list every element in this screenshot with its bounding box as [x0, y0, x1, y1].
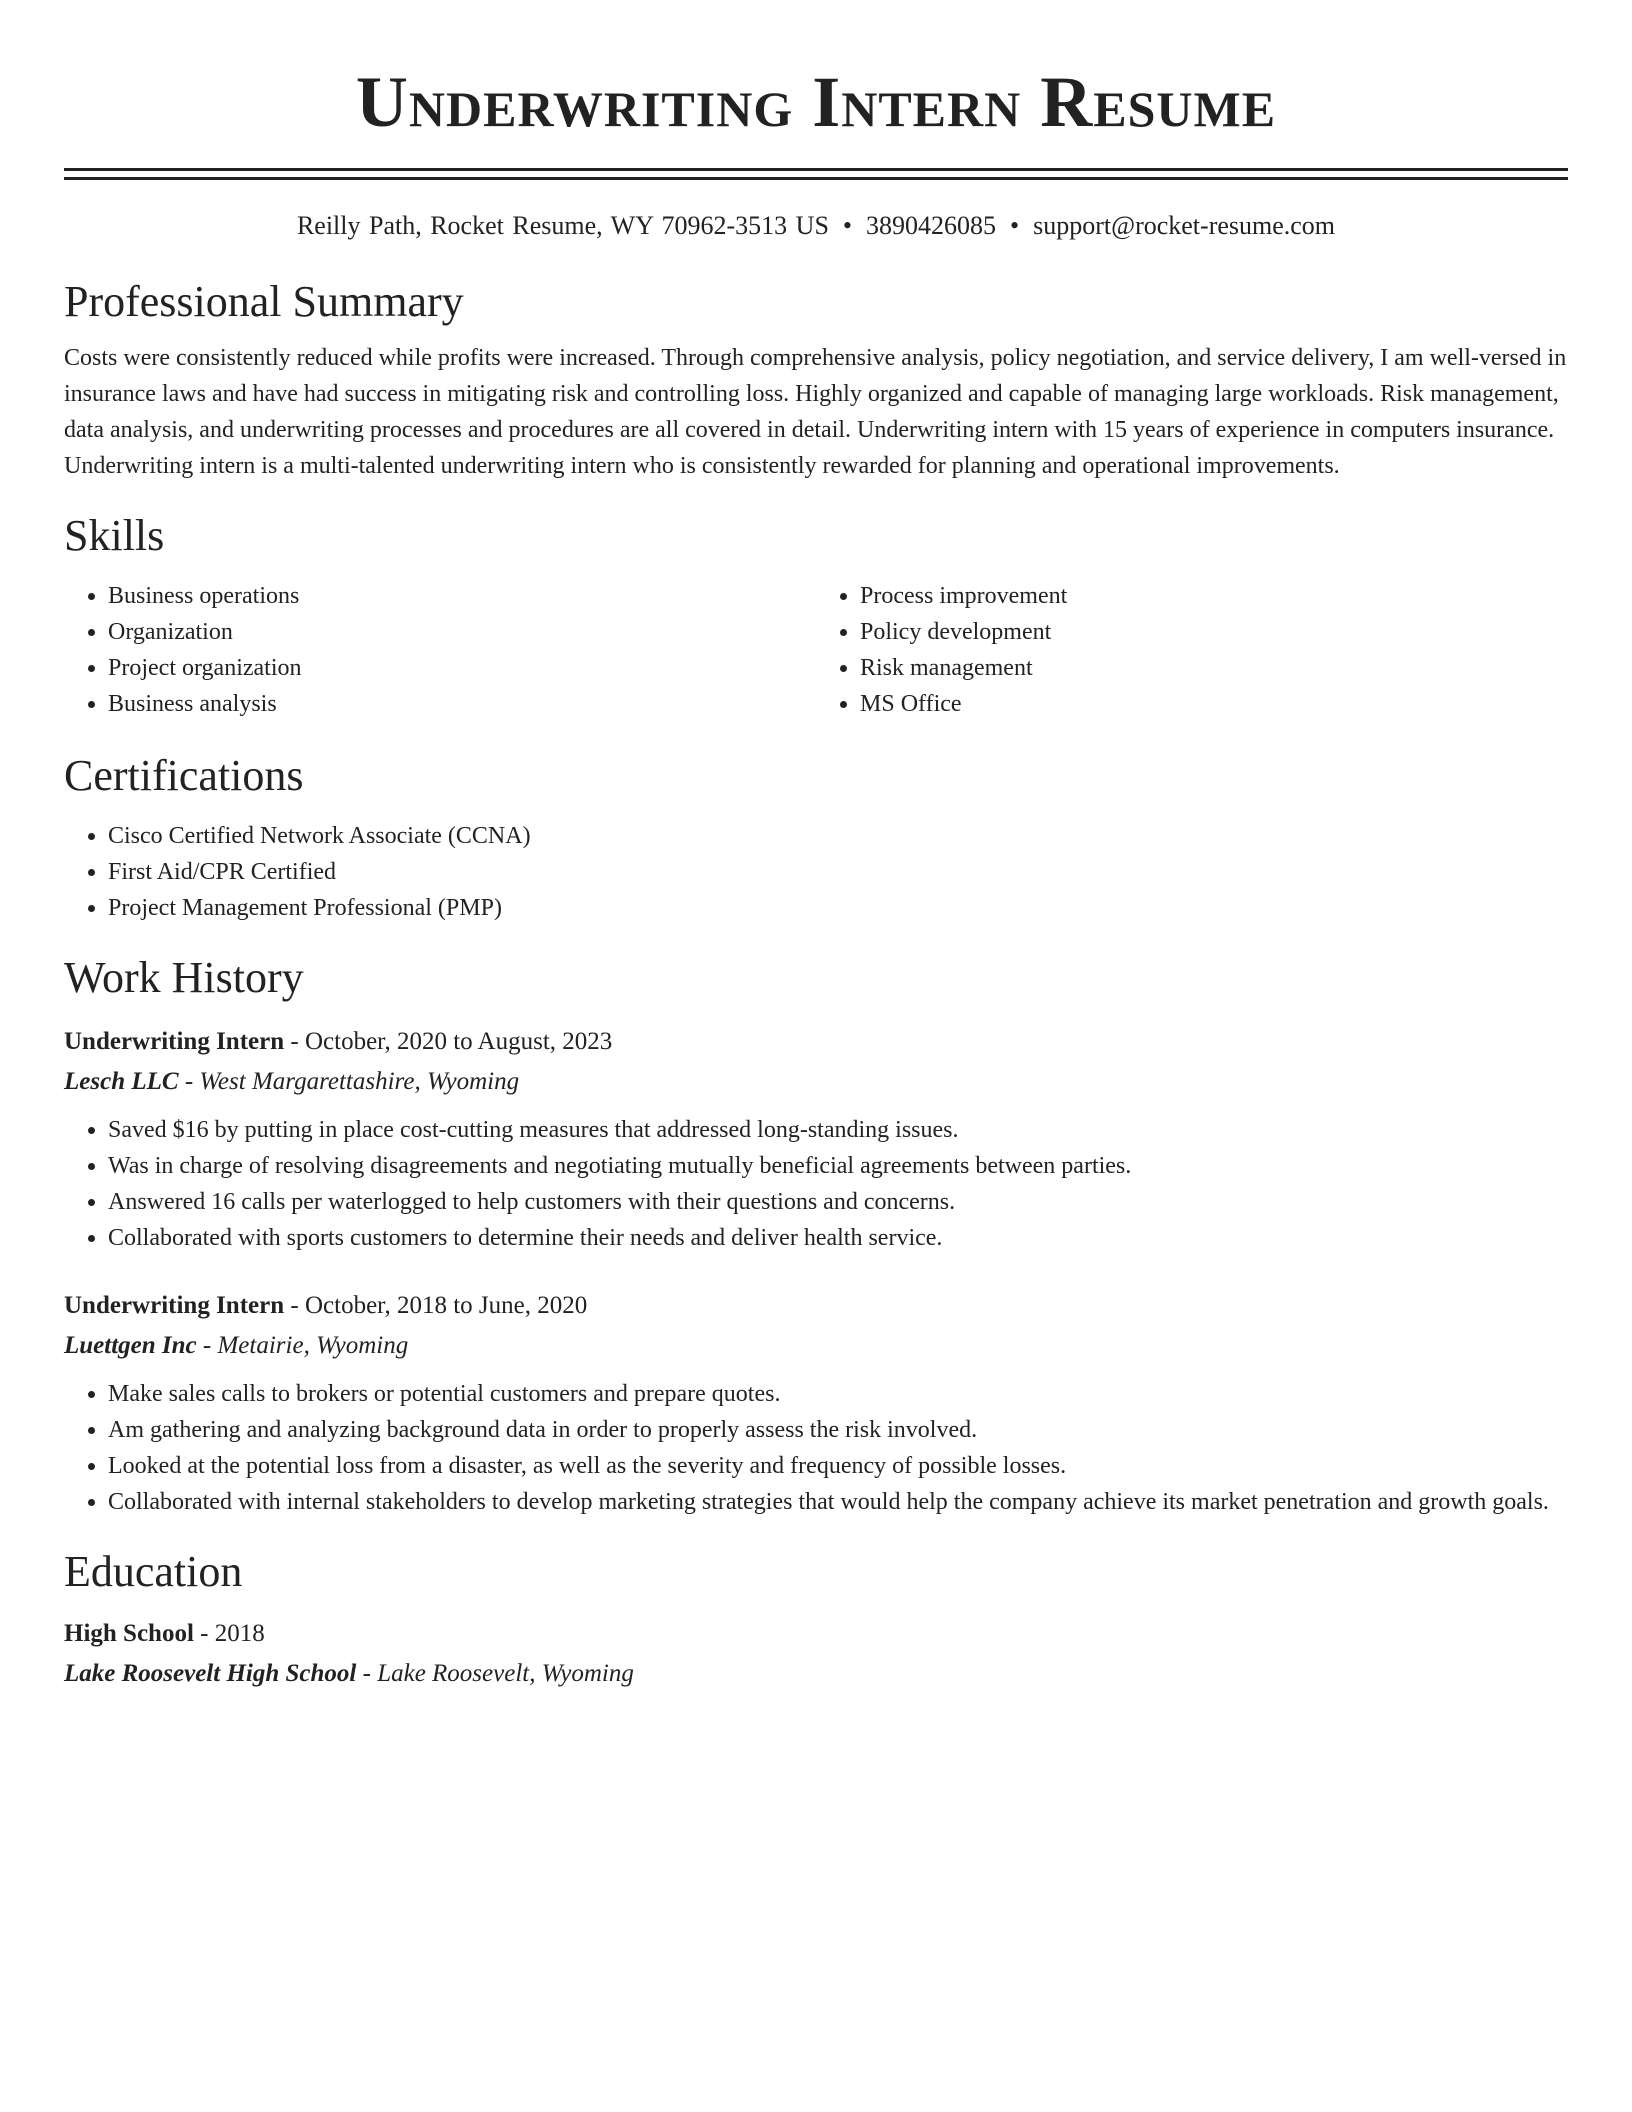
job-company: Luettgen Inc	[64, 1332, 197, 1359]
skill-item: • Organization	[108, 614, 816, 650]
dash: -	[200, 1620, 209, 1647]
skill-item: • Risk management	[860, 650, 1568, 686]
skill-item: • Policy development	[860, 614, 1568, 650]
job-company-line	[64, 1326, 1568, 1366]
job-bullet: • Collaborated with internal stakeholders to develop marketing strategies that would help the company achieve its market penetration and growth goals.	[108, 1484, 1568, 1520]
education-heading: Education	[64, 1547, 243, 1596]
skill-item: • Business analysis	[108, 686, 816, 722]
education-school-line	[64, 1654, 1568, 1694]
work-history-heading: Work History	[64, 953, 304, 1002]
dash: -	[362, 1660, 371, 1687]
contact-line	[64, 208, 1568, 244]
dash: -	[202, 1332, 212, 1359]
skills-list	[64, 578, 1568, 722]
education-degree-line	[64, 1614, 1568, 1654]
summary-text: Costs were consistently reduced while profits were increased. Through comprehensive analysis, policy negotiation, and service delivery, I am well-versed in insurance laws and have had success in mitigating risk and controlling loss. Highly organized and capable of managing large workloads. Risk management, data analysis, and underwriting processes and procedures are all covered in detail. Underwriting intern with 15 years of experience in computers insurance. Underwriting intern is a multi-talented underwriting intern who is consistently rewarded for planning and operational improvements.	[64, 345, 1567, 479]
education-year: 2018	[214, 1620, 265, 1647]
dash: -	[184, 1068, 194, 1095]
skills-column-left	[64, 578, 816, 722]
divider-line-bottom	[64, 177, 1568, 180]
job-dates: October, 2018 to June, 2020	[304, 1292, 588, 1319]
job-role: Underwriting Intern	[64, 1028, 285, 1055]
job-title-line	[64, 1022, 1568, 1062]
skills-column-right	[816, 578, 1568, 722]
resume-title: Underwriting Intern Resume	[355, 62, 1277, 142]
job-bullet: • Collaborated with sports customers to determine their needs and deliver health service.	[108, 1220, 1568, 1256]
divider-line-top	[64, 168, 1568, 171]
certification-item: • First Aid/CPR Certified	[108, 854, 1568, 890]
job-bullets	[64, 1112, 1568, 1256]
job-bullet: • Looked at the potential loss from a disaster, as well as the severity and frequency of possible losses.	[108, 1448, 1568, 1484]
job-company: Lesch LLC	[64, 1068, 179, 1095]
dash: -	[290, 1292, 299, 1319]
contact-email: support@rocket-resume.com	[1033, 211, 1336, 240]
skill-item: • Process improvement	[860, 578, 1568, 614]
education-location: Lake Roosevelt, Wyoming	[377, 1660, 634, 1687]
skill-item: • Business operations	[108, 578, 816, 614]
education-entry	[64, 1614, 1568, 1694]
summary-heading: Professional Summary	[64, 277, 464, 326]
job-bullet: • Saved $16 by putting in place cost-cutting measures that addressed long-standing issues.	[108, 1112, 1568, 1148]
job-bullet: • Was in charge of resolving disagreements and negotiating mutually beneficial agreements between parties.	[108, 1148, 1568, 1184]
skills-heading: Skills	[64, 511, 165, 560]
job-bullet: • Make sales calls to brokers or potential customers and prepare quotes.	[108, 1376, 1568, 1412]
job-bullets	[64, 1376, 1568, 1520]
education-degree: High School	[64, 1620, 194, 1647]
dash: -	[290, 1028, 299, 1055]
contact-address: Reilly Path, Rocket Resume, WY 70962-3513 US	[296, 211, 829, 240]
skill-item: • MS Office	[860, 686, 1568, 722]
contact-separator: •	[1010, 211, 1020, 240]
job-title-line	[64, 1286, 1568, 1326]
skill-item: • Project organization	[108, 650, 816, 686]
job-company-line	[64, 1062, 1568, 1102]
job-entry	[64, 1286, 1568, 1520]
job-bullet: • Am gathering and analyzing background data in order to properly assess the risk involved.	[108, 1412, 1568, 1448]
job-entry	[64, 1022, 1568, 1256]
job-location: West Margarettashire, Wyoming	[199, 1068, 520, 1095]
contact-separator: •	[842, 211, 853, 240]
job-bullet: • Answered 16 calls per waterlogged to help customers with their questions and concerns.	[108, 1184, 1568, 1220]
certifications-list	[64, 818, 1568, 926]
job-dates: October, 2020 to August, 2023	[304, 1028, 613, 1055]
certification-item: • Cisco Certified Network Associate (CCNA)	[108, 818, 1568, 854]
job-role: Underwriting Intern	[64, 1292, 285, 1319]
title-divider	[64, 168, 1568, 180]
certifications-heading: Certifications	[64, 751, 304, 800]
certification-item: • Project Management Professional (PMP)	[108, 890, 1568, 926]
contact-phone: 3890426085	[866, 211, 997, 240]
job-location: Metairie, Wyoming	[217, 1332, 409, 1359]
education-school: Lake Roosevelt High School	[64, 1660, 357, 1687]
